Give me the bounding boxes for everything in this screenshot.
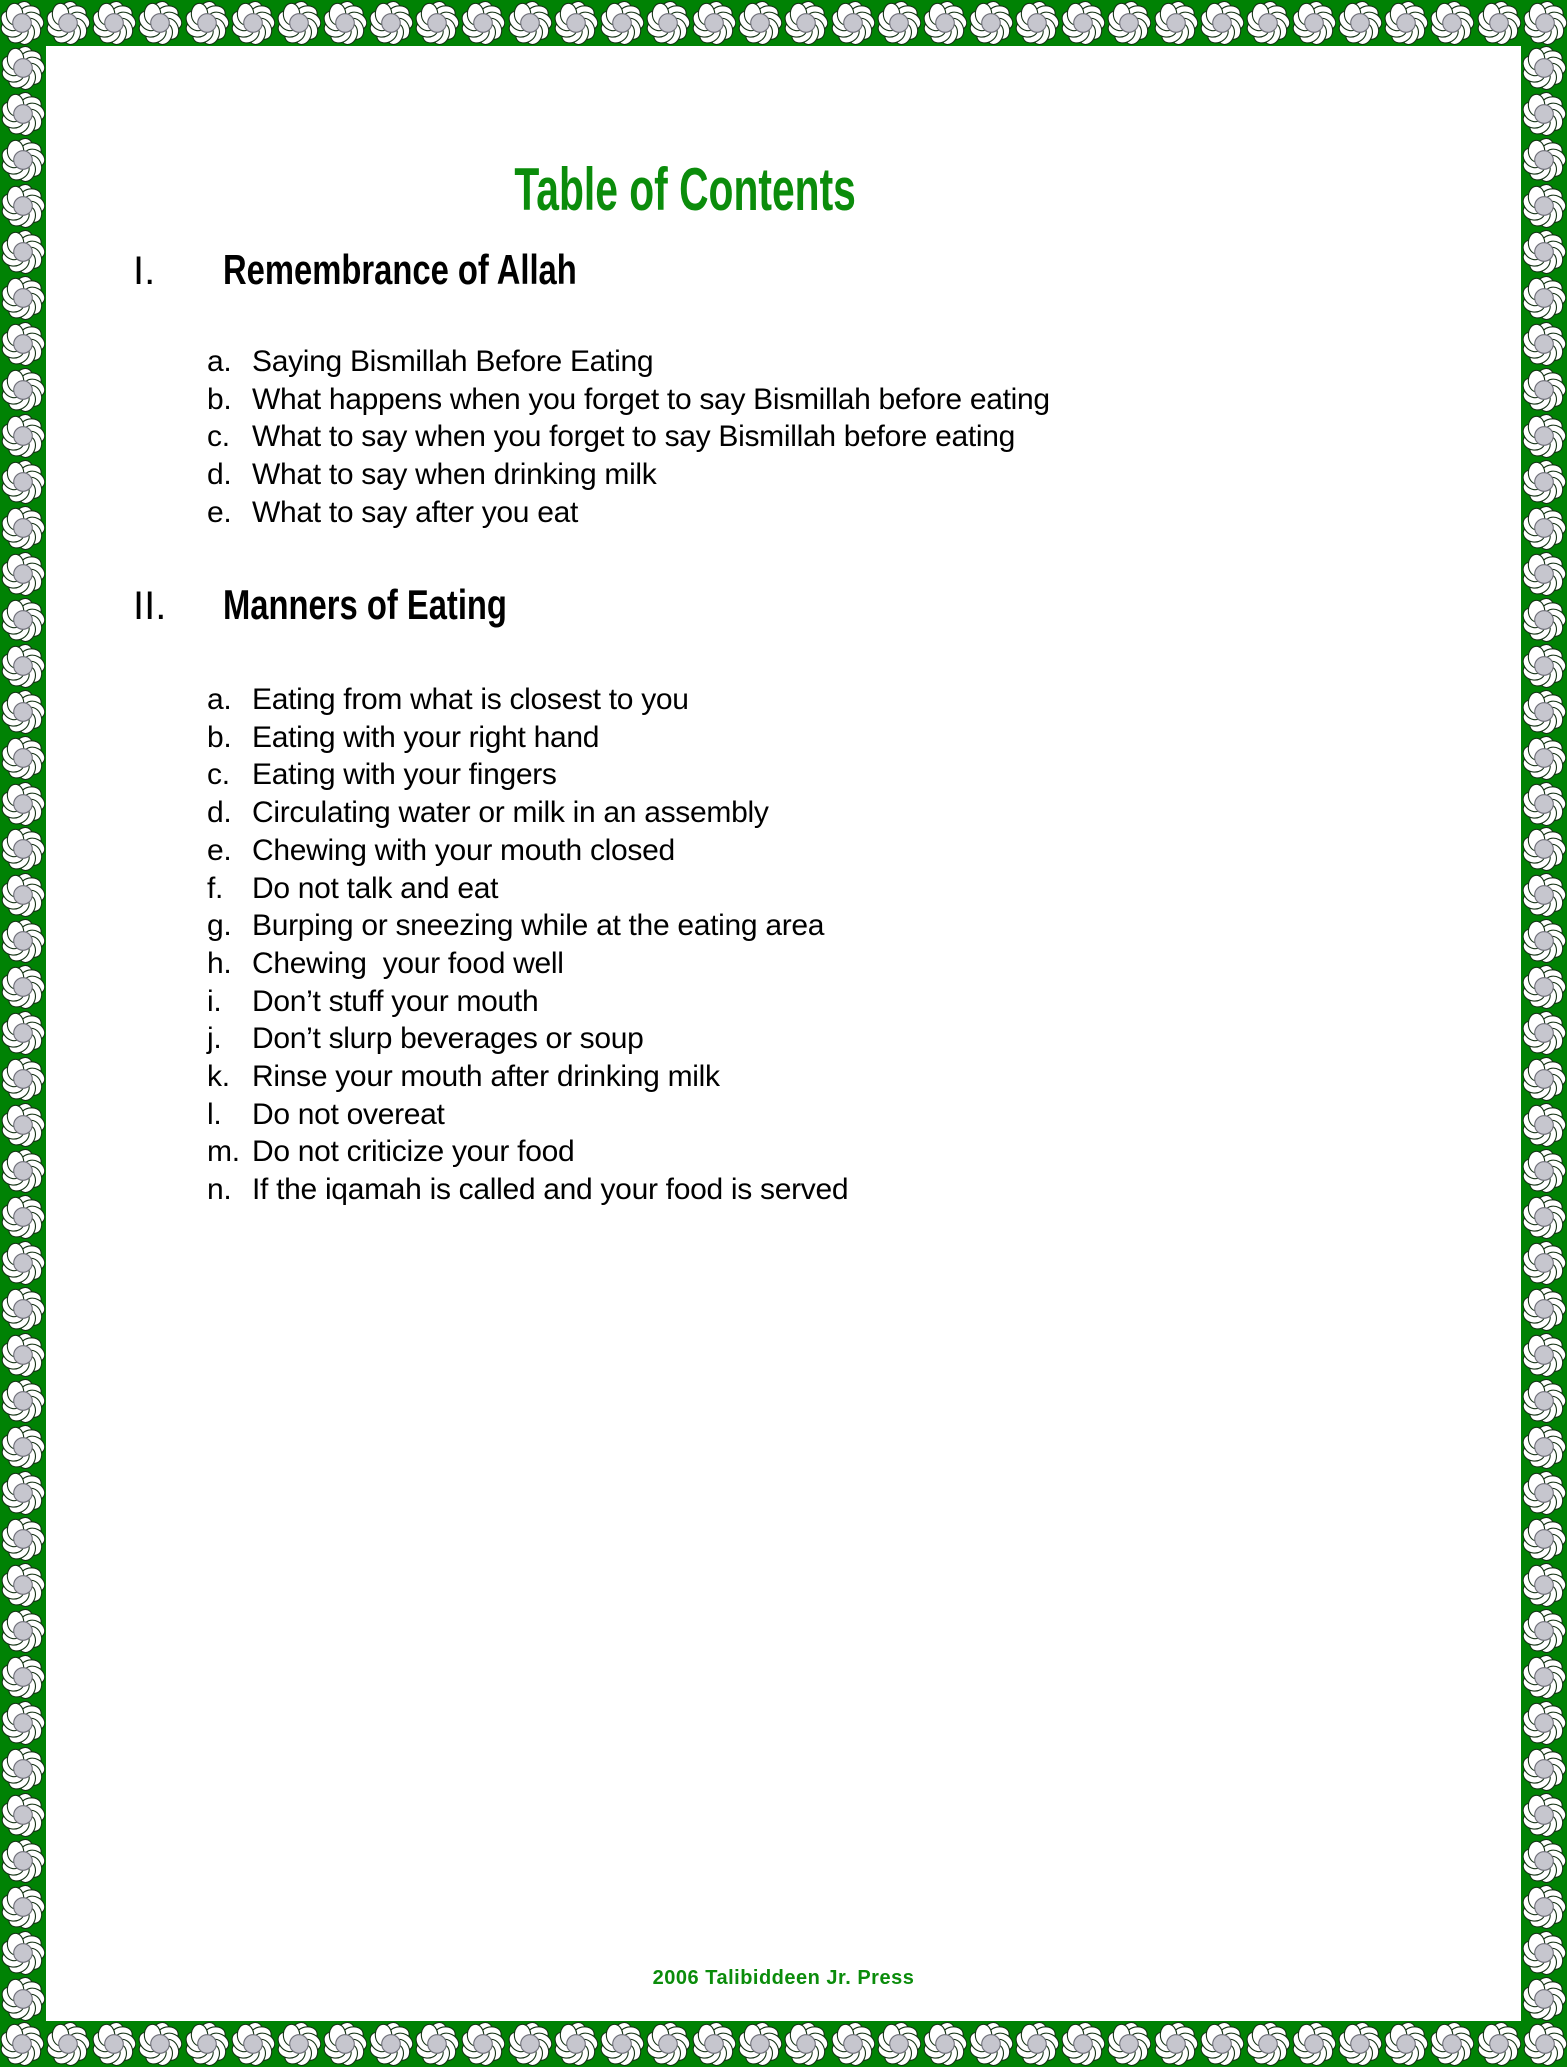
- item-label: b.: [207, 720, 232, 754]
- flower-icon: [1522, 1839, 1566, 1883]
- flower-icon: [1522, 1379, 1566, 1423]
- flower-icon: [1, 552, 45, 596]
- flower-icon: [1522, 1931, 1566, 1975]
- flower-icon: [1061, 1, 1105, 45]
- flower-icon: [923, 1, 967, 45]
- flower-icon: [1, 460, 45, 504]
- flower-icon: [1522, 1471, 1566, 1515]
- flower-icon: [1523, 1, 1567, 45]
- item-label: l.: [207, 1097, 222, 1131]
- item-text: Eating with your right hand: [252, 720, 600, 754]
- flower-icon: [1523, 2022, 1567, 2066]
- item-text: What to say after you eat: [252, 495, 579, 529]
- flower-icon: [1, 1057, 45, 1101]
- flower-icon: [1, 276, 45, 320]
- item-text: Circulating water or milk in an assembly: [252, 796, 769, 830]
- flower-icon: [46, 1, 90, 45]
- flower-icon: [1522, 1333, 1566, 1377]
- item-label: e.: [207, 495, 232, 529]
- flower-icon: [1522, 276, 1566, 320]
- border-top: [0, 0, 1567, 46]
- flower-icon: [277, 2022, 321, 2066]
- flower-icon: [1522, 1103, 1566, 1147]
- flower-icon: [1522, 1563, 1566, 1607]
- flower-icon: [692, 2022, 736, 2066]
- flower-icon: [1522, 965, 1566, 1009]
- item-label: d.: [207, 796, 232, 830]
- flower-icon: [1477, 2022, 1521, 2066]
- flower-icon: [1, 873, 45, 917]
- flower-icon: [1, 1011, 45, 1055]
- flower-icon: [369, 1, 413, 45]
- flower-icon: [1, 322, 45, 366]
- item-label: c.: [207, 420, 230, 454]
- section-heading-manners: [133, 581, 587, 629]
- item-label: a.: [207, 683, 232, 716]
- flower-icon: [1200, 1, 1244, 45]
- flower-icon: [1, 1379, 45, 1423]
- flower-icon: [1, 230, 45, 274]
- item-text: Do not talk and eat: [252, 871, 499, 905]
- flower-icon: [1522, 1701, 1566, 1745]
- flower-icon: [1522, 92, 1566, 136]
- flower-icon: [1, 414, 45, 458]
- flower-icon: [1522, 1609, 1566, 1653]
- list-item: [207, 456, 1050, 494]
- flower-icon: [1522, 827, 1566, 871]
- flower-icon: [1338, 2022, 1382, 2066]
- list-item: [207, 794, 848, 832]
- flower-icon: [1522, 138, 1566, 182]
- flower-icon: [231, 1, 275, 45]
- flower-icon: [1, 598, 45, 642]
- flower-icon: [1522, 414, 1566, 458]
- item-label: d.: [207, 458, 232, 492]
- flower-icon: [0, 1, 44, 45]
- flower-icon: [600, 1, 644, 45]
- flower-icon: [508, 2022, 552, 2066]
- list-item: [207, 1096, 848, 1134]
- flower-icon: [738, 2022, 782, 2066]
- flower-icon: [323, 1, 367, 45]
- flower-icon: [1, 1425, 45, 1469]
- flower-icon: [784, 1, 828, 45]
- section-heading-text: Remembrance of Allah: [223, 246, 577, 293]
- flower-icon: [508, 1, 552, 45]
- flower-icon: [1, 965, 45, 1009]
- flower-icon: [1015, 2022, 1059, 2066]
- flower-icon: [369, 2022, 413, 2066]
- item-text: Do not overeat: [252, 1097, 445, 1131]
- flower-icon: [1522, 460, 1566, 504]
- item-text: What to say when drinking milk: [252, 458, 657, 492]
- flower-icon: [1246, 1, 1290, 45]
- item-text: Burping or sneezing while at the eating area: [252, 909, 825, 943]
- flower-icon: [1522, 1655, 1566, 1699]
- footer-credit: 2006 Talibiddeen Jr. Press: [652, 1967, 915, 1989]
- flower-icon: [1, 46, 45, 90]
- flower-icon: [185, 1, 229, 45]
- page-title: [46, 158, 1324, 222]
- flower-icon: [1, 1103, 45, 1147]
- flower-icon: [1, 1931, 45, 1975]
- page-content: [46, 46, 1521, 2021]
- flower-icon: [1522, 1287, 1566, 1331]
- flower-icon: [877, 1, 921, 45]
- list-item: [207, 381, 1050, 419]
- list-item: [207, 1133, 848, 1171]
- item-text: Don’t stuff your mouth: [252, 984, 539, 1018]
- list-item: [207, 494, 1050, 532]
- flower-icon: [1, 1517, 45, 1561]
- flower-icon: [1246, 2022, 1290, 2066]
- item-text: Do not criticize your food: [252, 1135, 575, 1169]
- flower-icon: [1, 184, 45, 228]
- flower-icon: [1, 1333, 45, 1377]
- item-text: Chewing with your mouth closed: [252, 833, 675, 867]
- list-item: [207, 1058, 848, 1096]
- flower-icon: [600, 2022, 644, 2066]
- flower-icon: [1061, 2022, 1105, 2066]
- list-item: [207, 907, 848, 945]
- flower-icon: [1, 1563, 45, 1607]
- flower-icon: [784, 2022, 828, 2066]
- flower-icon: [1, 368, 45, 412]
- flower-icon: [1522, 1885, 1566, 1929]
- flower-icon: [1, 1287, 45, 1331]
- flower-icon: [831, 2022, 875, 2066]
- list-item: [207, 343, 1050, 381]
- flower-icon: [1522, 1517, 1566, 1561]
- item-label: a.: [207, 345, 232, 378]
- section-numeral: I.: [133, 249, 156, 293]
- flower-icon: [1477, 1, 1521, 45]
- flower-icon: [92, 2022, 136, 2066]
- flower-icon: [1, 1977, 45, 2021]
- flower-icon: [277, 1, 321, 45]
- flower-icon: [1, 1793, 45, 1837]
- item-label: h.: [207, 946, 232, 980]
- item-text: Rinse your mouth after drinking milk: [252, 1060, 720, 1094]
- item-label: n.: [207, 1173, 232, 1207]
- flower-icon: [415, 2022, 459, 2066]
- border-right: [1521, 46, 1567, 2021]
- flower-icon: [1, 1241, 45, 1285]
- flower-icon: [1522, 230, 1566, 274]
- flower-icon: [554, 1, 598, 45]
- border-bottom: [0, 2021, 1567, 2067]
- flower-icon: [1522, 368, 1566, 412]
- border-left: [0, 46, 46, 2021]
- flower-icon: [1, 1471, 45, 1515]
- flower-icon: [646, 2022, 690, 2066]
- flower-icon: [1, 1885, 45, 1929]
- item-text: What to say when you forget to say Bismillah before eating: [252, 420, 1016, 454]
- flower-icon: [969, 2022, 1013, 2066]
- section-numeral: II.: [133, 584, 167, 628]
- flower-icon: [1, 1655, 45, 1699]
- flower-icon: [1107, 1, 1151, 45]
- flower-icon: [1154, 2022, 1198, 2066]
- flower-icon: [1522, 1057, 1566, 1101]
- item-text: Don’t slurp beverages or soup: [252, 1022, 644, 1056]
- item-label: m.: [207, 1135, 240, 1169]
- item-text: If the iqamah is called and your food is served: [252, 1173, 849, 1207]
- flower-icon: [461, 2022, 505, 2066]
- flower-icon: [1522, 1149, 1566, 1193]
- item-label: i.: [207, 984, 222, 1018]
- flower-icon: [1, 690, 45, 734]
- flower-icon: [1, 736, 45, 780]
- flower-icon: [1, 827, 45, 871]
- flower-icon: [1, 138, 45, 182]
- flower-icon: [0, 2022, 44, 2066]
- flower-icon: [1200, 2022, 1244, 2066]
- flower-icon: [1154, 1, 1198, 45]
- flower-icon: [1, 1609, 45, 1653]
- flower-icon: [138, 1, 182, 45]
- flower-icon: [1, 919, 45, 963]
- flower-icon: [877, 2022, 921, 2066]
- flower-icon: [969, 1, 1013, 45]
- flower-icon: [1522, 873, 1566, 917]
- flower-icon: [1522, 736, 1566, 780]
- item-text: Eating with your fingers: [252, 758, 557, 792]
- list-item: [207, 418, 1050, 456]
- flower-icon: [1522, 1977, 1566, 2021]
- flower-icon: [1522, 184, 1566, 228]
- flower-icon: [692, 1, 736, 45]
- flower-icon: [1384, 1, 1428, 45]
- flower-icon: [738, 1, 782, 45]
- item-text: Eating from what is closest to you: [252, 683, 689, 716]
- item-label: g.: [207, 909, 232, 943]
- flower-icon: [1, 1195, 45, 1239]
- list-item: [207, 1020, 848, 1058]
- flower-icon: [646, 1, 690, 45]
- list-item: [207, 945, 848, 983]
- item-label: f.: [207, 871, 224, 905]
- item-label: k.: [207, 1060, 230, 1094]
- flower-icon: [1, 506, 45, 550]
- item-text: What happens when you forget to say Bismillah before eating: [252, 382, 1050, 416]
- flower-icon: [461, 1, 505, 45]
- section-heading-remembrance: [133, 246, 677, 294]
- flower-icon: [185, 2022, 229, 2066]
- flower-icon: [1, 1701, 45, 1745]
- flower-icon: [1292, 2022, 1336, 2066]
- section-item-list: [207, 343, 1050, 532]
- flower-icon: [1338, 1, 1382, 45]
- flower-icon: [415, 1, 459, 45]
- flower-icon: [1522, 46, 1566, 90]
- flower-icon: [1, 92, 45, 136]
- list-item: [207, 983, 848, 1021]
- flower-icon: [1522, 1747, 1566, 1791]
- item-label: e.: [207, 833, 232, 867]
- flower-icon: [1522, 1425, 1566, 1469]
- flower-icon: [1384, 2022, 1428, 2066]
- flower-icon: [1292, 1, 1336, 45]
- page-title-text: Table of Contents: [514, 156, 856, 223]
- flower-icon: [1, 1149, 45, 1193]
- list-item: [207, 719, 848, 757]
- flower-icon: [1, 1839, 45, 1883]
- flower-icon: [1522, 1011, 1566, 1055]
- flower-icon: [923, 2022, 967, 2066]
- list-item: [207, 681, 848, 719]
- flower-icon: [1522, 919, 1566, 963]
- flower-icon: [1107, 2022, 1151, 2066]
- flower-icon: [831, 1, 875, 45]
- flower-icon: [1522, 1241, 1566, 1285]
- flower-icon: [1522, 322, 1566, 366]
- item-label: c.: [207, 758, 230, 792]
- flower-icon: [1430, 1, 1474, 45]
- flower-icon: [1522, 690, 1566, 734]
- flower-icon: [554, 2022, 598, 2066]
- flower-icon: [1522, 1793, 1566, 1837]
- flower-icon: [1522, 506, 1566, 550]
- list-item: [207, 756, 848, 794]
- item-text: Saying Bismillah Before Eating: [252, 345, 654, 378]
- flower-icon: [1522, 552, 1566, 596]
- flower-icon: [1, 782, 45, 826]
- flower-icon: [231, 2022, 275, 2066]
- flower-icon: [1522, 782, 1566, 826]
- flower-icon: [1522, 598, 1566, 642]
- flower-icon: [1015, 1, 1059, 45]
- section-heading-text: Manners of Eating: [223, 581, 507, 628]
- flower-icon: [323, 2022, 367, 2066]
- flower-icon: [138, 2022, 182, 2066]
- flower-icon: [46, 2022, 90, 2066]
- flower-icon: [1, 644, 45, 688]
- item-label: j.: [207, 1022, 222, 1056]
- flower-icon: [1, 1747, 45, 1791]
- list-item: [207, 870, 848, 908]
- flower-icon: [1522, 644, 1566, 688]
- item-text: Chewing your food well: [252, 946, 564, 980]
- item-label: b.: [207, 382, 232, 416]
- list-item: [207, 1171, 848, 1209]
- flower-icon: [92, 1, 136, 45]
- flower-icon: [1430, 2022, 1474, 2066]
- section-item-list: [207, 681, 848, 1209]
- list-item: [207, 832, 848, 870]
- flower-icon: [1522, 1195, 1566, 1239]
